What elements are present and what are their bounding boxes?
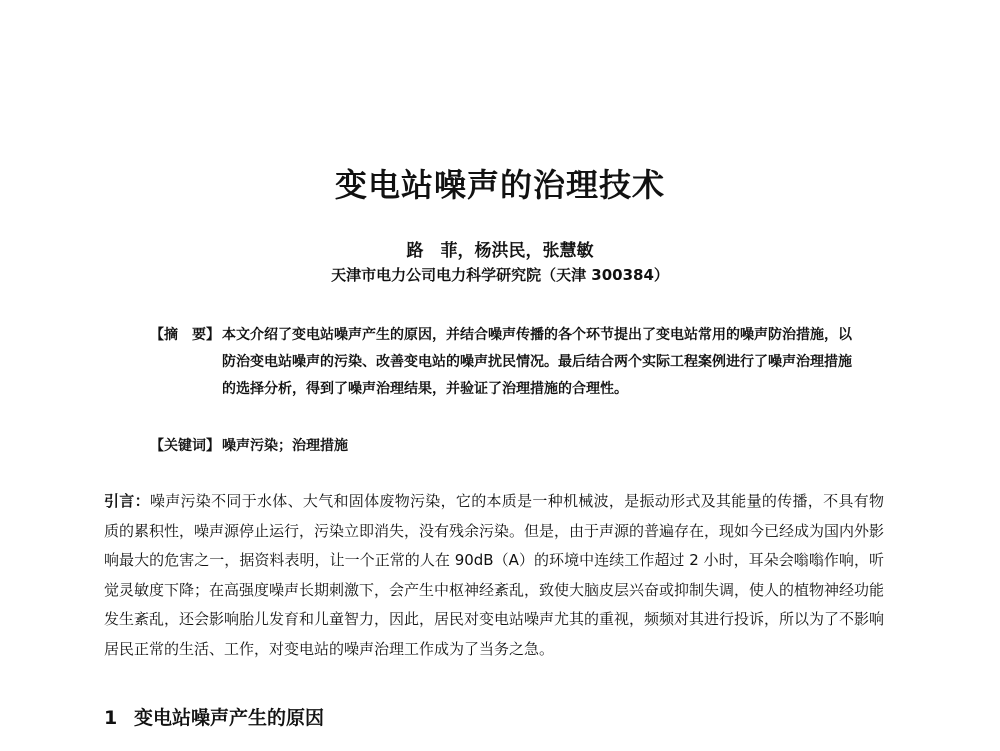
intro-text: 噪声污染不同于水体、大气和固体废物污染，它的本质是一种机械波，是振动形式及其能量的传播，不具有物质的累积性，噪声源停止运行，污染立即消失，没有残余污染。但是，由于声源的普遍存在，现如今已经成为国内外影响最大的危害之一，据资料表明，让一个正常的人在 90dB（A）的环境中连续工作超过 2 小时，耳朵会嗡嗡作响，听觉灵敏度下降；在高强度噪声长期刺激下，会产生中枢神经紊乱，致使大脑皮层兴奋或抑制失调，使人的植物神经功能发生紊乱，还会影响胎儿发育和儿童智力，因此，居民对变电站噪声尤其的重视，频频对其进行投诉，所以为了不影响居民正常的生活、工作，对变电站的噪声治理工作成为了当务之急。: [104, 492, 885, 658]
introduction-paragraph: [104, 487, 884, 664]
abstract-text: 本文介绍了变电站噪声产生的原因，并结合噪声传播的各个环节提出了变电站常用的噪声防治措施，以防治变电站噪声的污染、改善变电站的噪声扰民情况。最后结合两个实际工程案例进行了噪声治理措施的选择分析，得到了噪声治理结果，并验证了治理措施的合理性。: [222, 327, 852, 397]
abstract-label: 【摘 要】: [150, 327, 220, 343]
paper-title: 变电站噪声的治理技术: [334, 166, 665, 204]
keywords-text: 噪声污染；治理措施: [222, 438, 348, 454]
intro-label: 引言：: [104, 492, 150, 510]
keywords-label: 【关键词】: [150, 438, 220, 454]
keywords-block: [150, 433, 870, 460]
affiliation: 天津市电力公司电力科学研究院（天津 300384）: [331, 266, 669, 284]
author-list: 路 菲，杨洪民，张慧敏: [406, 241, 594, 261]
section-number: 1: [104, 707, 118, 729]
abstract-block: [150, 322, 870, 403]
section-heading: [104, 703, 884, 730]
section-title: 变电站噪声产生的原因: [134, 707, 325, 729]
